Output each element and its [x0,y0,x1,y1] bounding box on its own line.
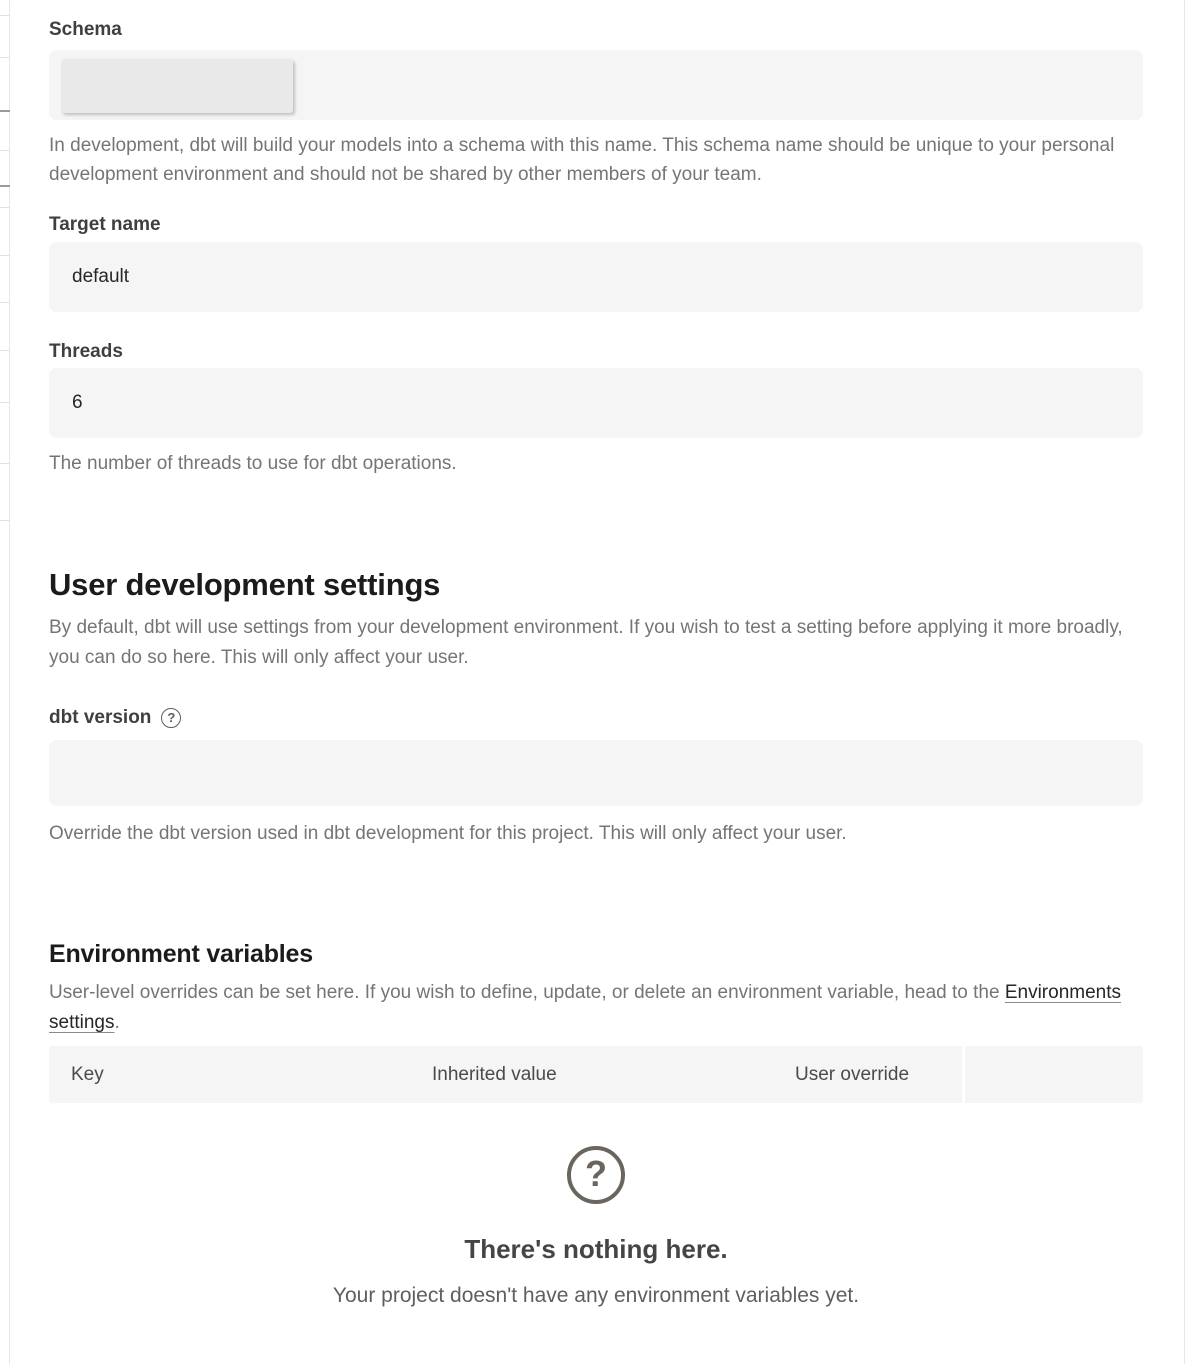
environments-settings-link[interactable]: Environments settings [49,982,1122,1033]
env-vars-empty-state [49,1146,1143,1310]
user-dev-settings-description: By default, dbt will use settings from your development environment. If you wish to test a setting before applying it more broadly, you can do so here. This will only affect your user. [49,617,1123,668]
schema-label: Schema [49,19,122,40]
env-vars-description-suffix: . [114,1011,120,1033]
question-circle-icon [567,1146,625,1204]
column-header-inherited-value: Inherited value [432,1063,557,1085]
target-name-input[interactable] [49,242,1143,312]
column-header-user-override: User override [795,1063,910,1085]
column-header-actions [962,1046,1143,1103]
env-vars-table-header [49,1046,1143,1103]
env-vars-description [49,978,1143,1037]
threads-label: Threads [49,341,123,362]
empty-state-icon-glyph: ? [585,1153,607,1194]
empty-state-subtitle: Your project doesn't have any environment variables yet. [332,1284,860,1307]
dbt-version-help-text: Override the dbt version used in dbt development for this project. This will only affect your user. [49,823,847,844]
target-name-label: Target name [49,214,161,235]
dbt-version-label: dbt version [49,707,152,728]
page-right-border [1184,0,1185,1364]
env-vars-description-prefix: User-level overrides can be set here. If you wish to define, update, or delete an environment variable, head to the [49,982,1005,1003]
empty-state-title: There's nothing here. [464,1234,728,1264]
question-circle-icon[interactable]: ? [161,708,181,728]
column-header-key: Key [71,1063,104,1085]
threads-help-text: The number of threads to use for dbt operations. [49,453,457,474]
threads-input[interactable] [49,368,1143,438]
left-panel-edge [0,0,10,1364]
schema-help-text: In development, dbt will build your models into a schema with this name. This schema name should be unique to your personal development environment and should not be shared by other members of your team. [49,135,1115,185]
user-dev-settings-title: User development settings [49,567,441,602]
schema-field[interactable] [49,50,1143,120]
env-vars-title: Environment variables [49,940,313,968]
schema-value-skeleton [61,59,293,113]
settings-panel [49,0,1143,1310]
dbt-version-input[interactable] [49,740,1143,806]
